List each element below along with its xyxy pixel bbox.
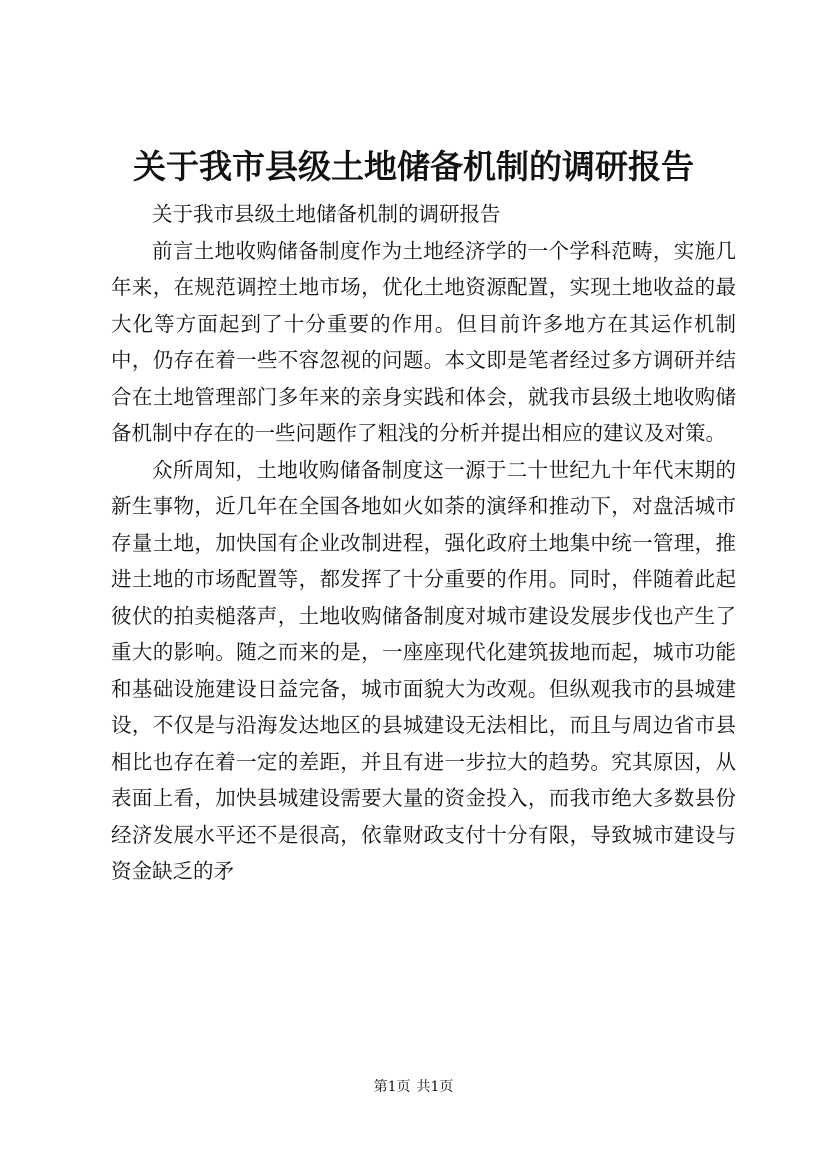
page-footer bbox=[0, 1077, 827, 1097]
paragraph-preface: 前言土地收购储备制度作为土地经济学的一个学科范畴，实施几年来，在规范调控土地市场，优化土地资源配置，实现土地收益的最大化等方面起到了十分重要的作用。但目前许多地方在其运作机制中，仍存在着一些不容忽视的问题。本文即是笔者经过多方调研并结合在土地管理部门多年来的亲身实践和体会，就我市县级土地收购储备机制中存在的一些问题作了粗浅的分析并提出相应的建议及对策。 bbox=[111, 238, 736, 445]
document-body bbox=[111, 196, 736, 890]
document-subtitle: 关于我市县级土地储备机制的调研报告 bbox=[152, 202, 501, 226]
page-total: 共1页 bbox=[416, 1079, 454, 1095]
page-number: 第1页 bbox=[373, 1079, 411, 1095]
document-title: 关于我市县级土地储备机制的调研报告 bbox=[133, 147, 694, 186]
paragraph-main: 众所周知，土地收购储备制度这一源于二十世纪九十年代末期的新生事物，近几年在全国各地如火如荼的演绎和推动下，对盘活城市存量土地，加快国有企业改制进程，强化政府土地集中统一管理，推进土地的市场配置等，都发挥了十分重要的作用。同时，伴随着此起彼伏的拍卖槌落声，土地收购储备制度对城市建设发展步伐也产生了重大的影响。随之而来的是，一座座现代化建筑拔地而起，城市功能和基础设施建设日益完备，城市面貌大为改观。但纵观我市的县城建设，不仅是与沿海发达地区的县城建设无法相比，而且与周边省市县相比也存在着一定的差距，并且有进一步拉大的趋势。究其原因，从表面上看，加快县城建设需要大量的资金投入，而我市绝大多数县份经济发展水平还不是很高，依靠财政支付十分有限，导致城市建设与资金缺乏的矛 bbox=[111, 457, 736, 883]
